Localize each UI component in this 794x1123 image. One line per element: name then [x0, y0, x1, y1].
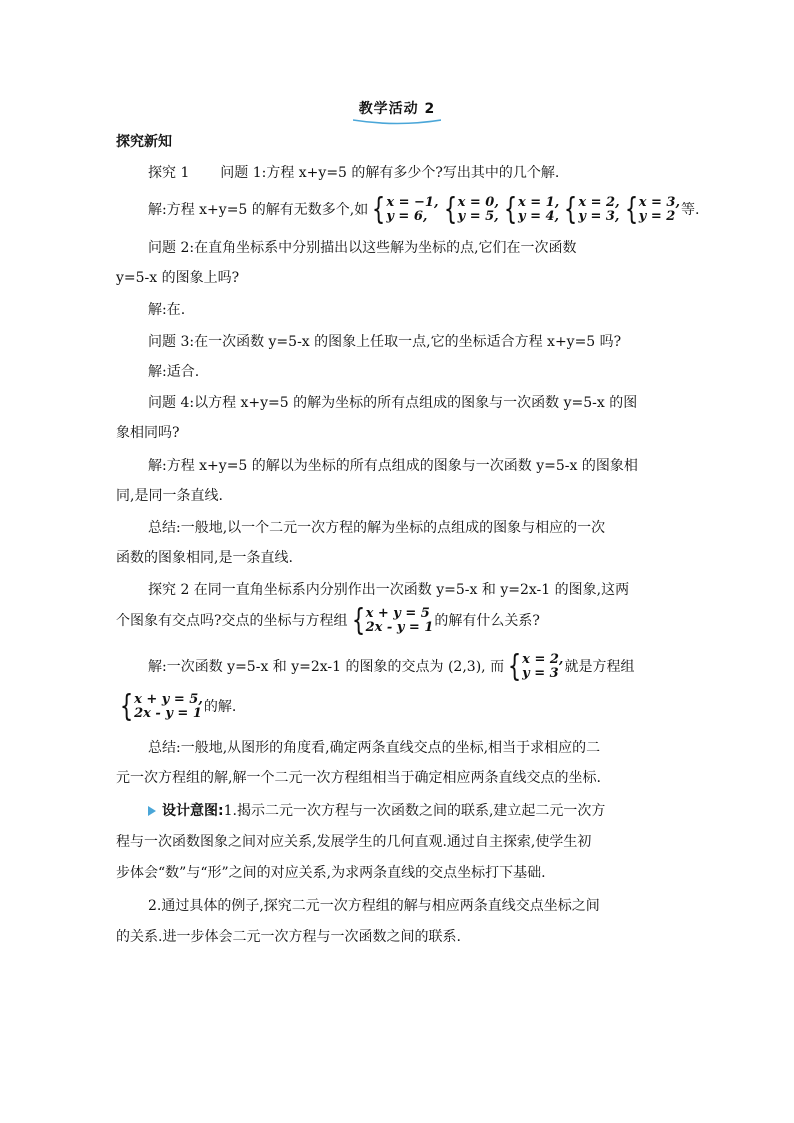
- system-row: x = 1,: [517, 195, 560, 210]
- solution-system-5: { x = 3, y = 2: [624, 192, 681, 227]
- solution-system-1: { x = −1, y = 6,: [372, 192, 439, 227]
- system-row: y = 6,: [386, 209, 428, 224]
- design-intent-line3: 步体会“数”与“形”之间的对应关系,为求两条直线的交点坐标打下基础.: [116, 865, 546, 881]
- answer1-post: 等.: [681, 202, 700, 218]
- point2-line2: 的关系.进一步体会二元一次方程与一次函数之间的联系.: [116, 929, 461, 945]
- explore2-line2: [116, 603, 540, 638]
- answer1-pre: 解:方程 x+y=5 的解有无数多个,如: [148, 202, 369, 218]
- system-row: y = 4,: [517, 209, 560, 224]
- activity-title: [353, 98, 442, 122]
- system-row: y = 3: [522, 666, 559, 681]
- system-row: x + y = 5: [365, 606, 430, 621]
- point2-line1: 2.通过具体的例子,探究二元一次方程组的解与相应两条直线交点坐标之间: [148, 898, 600, 914]
- answer4-line1: 解:方程 x+y=5 的解以为坐标的所有点组成的图象与一次函数 y=5-x 的图象相: [148, 458, 638, 474]
- summary1-line2: 函数的图象相同,是一条直线.: [116, 550, 293, 566]
- design-intent-line1: [148, 801, 605, 821]
- summary2-line2: 元一次方程组的解,解一个二元一次方程组相当于确定相应两条直线交点的坐标.: [116, 770, 601, 786]
- solution-system-4: { x = 2, y = 3,: [564, 192, 620, 227]
- answer5-mid: 就是方程组: [564, 659, 635, 675]
- design-intent-line2: 程与一次函数图象之间对应关系,发展学生的几何直观.通过自主探索,使学生初: [116, 834, 592, 850]
- question4-line2: 象相同吗?: [116, 425, 180, 441]
- solution-system-3: { x = 1, y = 4,: [503, 192, 560, 227]
- solution-system-2: { x = 0, y = 5,: [443, 192, 499, 227]
- answer1: [148, 192, 700, 227]
- design-intent-text: 1.揭示二元一次方程与一次函数之间的联系,建立起二元一次方: [223, 803, 606, 819]
- system-row: x + y = 5,: [134, 692, 203, 707]
- answer5-pre: 解:一次函数 y=5-x 和 y=2x-1 的图象的交点为 (2,3), 而: [148, 659, 505, 675]
- system-row: y = 2: [638, 209, 676, 224]
- intersection-solution-system: { x = 2, y = 3: [507, 649, 564, 684]
- system-row: 2x - y = 1: [365, 620, 434, 635]
- system-row: x = 3,: [638, 195, 681, 210]
- system-row: x = −1,: [386, 195, 439, 210]
- system-row: x = 2,: [578, 195, 620, 210]
- design-intent-label: 设计意图:: [162, 803, 224, 819]
- question2-line1: 问题 2:在直角坐标系中分别描出以这些解为坐标的点,它们在一次函数: [148, 240, 577, 256]
- answer2: 解:在.: [148, 302, 186, 318]
- triangle-marker-icon: [148, 806, 156, 816]
- question2-line2: y=5-x 的图象上吗?: [116, 270, 240, 286]
- question4-line1: 问题 4:以方程 x+y=5 的解为坐标的所有点组成的图象与一次函数 y=5-x 的图: [148, 395, 638, 411]
- question1-text: 问题 1:方程 x+y=5 的解有多少个?写出其中的几个解.: [220, 165, 560, 181]
- title-block: [0, 98, 794, 122]
- equation-system: { x + y = 5 2x - y = 1: [351, 603, 434, 638]
- section-heading: 探究新知: [116, 134, 172, 150]
- answer4-line2: 同,是同一条直线.: [116, 488, 223, 504]
- answer5-line2: [116, 689, 237, 724]
- system-row: 2x - y = 1: [134, 706, 202, 721]
- explore1-label: 探究 1: [148, 165, 190, 181]
- system-row: x = 2,: [522, 652, 564, 667]
- system-row: y = 5,: [457, 209, 499, 224]
- system-row: x = 0,: [457, 195, 499, 210]
- answer5-line1: [148, 649, 635, 684]
- system-row: y = 3,: [578, 209, 620, 224]
- answer5-post: 的解.: [203, 699, 237, 715]
- answer3: 解:适合.: [148, 364, 200, 380]
- summary2-line1: 总结:一般地,从图形的角度看,确定两条直线交点的坐标,相当于求相应的二: [148, 740, 601, 756]
- explore2-line2-pre: 个图象有交点吗?交点的坐标与方程组: [116, 613, 348, 629]
- explore1-question1: [148, 163, 559, 183]
- equation-system-2: { x + y = 5, 2x - y = 1: [119, 689, 203, 724]
- summary1-line1: 总结:一般地,以一个二元一次方程的解为坐标的点组成的图象与相应的一次: [148, 520, 606, 536]
- explore2-line1: 探究 2 在同一直角坐标系内分别作出一次函数 y=5-x 和 y=2x-1 的图象,这两: [148, 582, 630, 598]
- question3: 问题 3:在一次函数 y=5-x 的图象上任取一点,它的坐标适合方程 x+y=5 吗?: [148, 334, 622, 350]
- title-underline-decoration: [353, 118, 442, 126]
- explore2-line2-post: 的解有什么关系?: [434, 613, 540, 629]
- activity-title-text: 教学活动 2: [358, 101, 436, 117]
